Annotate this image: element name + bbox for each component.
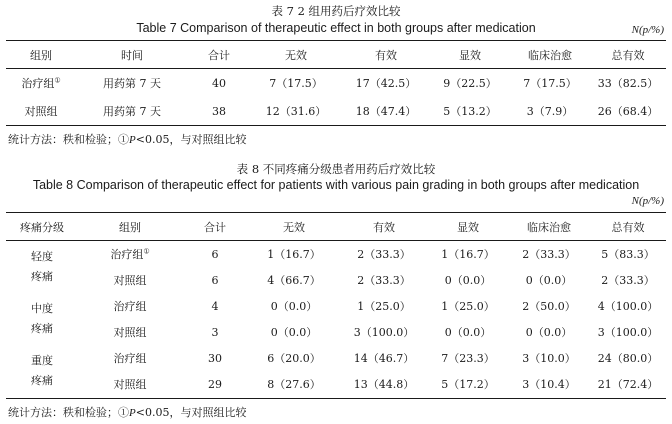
table7-header-cell: 组别 [30,48,52,62]
table8-caption-cn: 表 8 不同疼痛分级患者用药后疗效比较 [236,162,436,176]
pain-grade-cell: 轻度 疼痛 [31,250,53,283]
group-cell: 治疗组① [110,247,150,261]
effective-cell: 1（25.0） [357,300,411,313]
pain-grade-cell: 重度 疼痛 [31,354,53,387]
table7-header-cell: 临床治愈 [528,48,572,62]
table8-body [6,241,666,397]
time-cell: 用药第 7 天 [103,77,161,90]
table7-header-cell: 无效 [285,48,307,62]
total-cell: 6 [211,247,219,261]
cured-cell: 3（7.9） [526,105,574,118]
significance-mark: ① [54,76,61,85]
ineffective-cell: 7（17.5） [269,77,323,90]
table8-footnote: 统计方法：秩和检验；①P<0.05，与对照组比较 [8,406,247,419]
marked-cell: 7（23.3） [441,352,495,365]
marked-cell: 5（13.2） [443,105,497,118]
cured-cell: 3（10.4） [522,378,576,391]
marked-cell: 5（17.2） [441,378,495,391]
overall-cell: 33（82.5） [597,77,659,90]
group-cell: 对照组 [113,378,147,391]
ineffective-cell: 0（0.0） [270,300,318,313]
table-row [6,371,666,397]
table7-header-row [6,41,666,68]
table-row [6,97,666,125]
table8-header-cell: 显效 [457,220,479,234]
table8-unit: N(p/%) [631,195,664,207]
total-cell: 3 [211,325,219,339]
overall-cell: 3（100.0） [597,326,659,339]
table7-header-cell: 时间 [121,48,143,62]
table-row [6,345,666,371]
total-cell: 38 [212,104,226,118]
group-cell: 治疗组 [113,300,147,313]
group-cell: 治疗组 [113,352,147,365]
cured-cell: 2（33.3） [522,248,576,261]
time-cell: 用药第 7 天 [103,105,161,118]
table7-header-cell: 合计 [208,48,230,62]
group-cell: 对照组 [113,326,147,339]
cured-cell: 2（50.0） [522,300,576,313]
effective-cell: 17（42.5） [355,77,417,90]
table8-bottom-rule [6,398,666,399]
table8-header-cell: 有效 [373,220,395,234]
group-cell: 对照组 [113,274,147,287]
overall-cell: 5（83.3） [601,248,655,261]
group-cell: 对照组 [24,105,58,118]
effective-cell: 13（44.8） [353,378,415,391]
table8-header-row [6,213,666,240]
total-cell: 29 [208,377,222,391]
table7-body [6,69,666,125]
table7-unit: N(p/%) [631,24,664,36]
table8-header-cell: 无效 [283,220,305,234]
ineffective-cell: 0（0.0） [270,326,318,339]
group-cell: 治疗组① [21,76,61,90]
table7-header-cell: 总有效 [611,48,645,62]
table8-header-cell: 合计 [204,220,226,234]
cured-cell: 3（10.0） [522,352,576,365]
overall-cell: 24（80.0） [597,352,659,365]
table7-bottom-rule [6,125,666,126]
table-row [6,241,666,267]
total-cell: 30 [208,351,222,365]
total-cell: 40 [212,76,226,90]
overall-cell: 21（72.4） [597,378,659,391]
table7-footnote: 统计方法：秩和检验；①P<0.05，与对照组比较 [8,133,247,146]
table8-header-cell: 总有效 [611,220,645,234]
table-row [6,293,666,319]
total-cell: 4 [211,299,219,313]
table8-header-cell: 临床治愈 [527,220,571,234]
effective-cell: 2（33.3） [357,274,411,287]
table7 [6,41,666,68]
marked-cell: 1（25.0） [441,300,495,313]
cured-cell: 7（17.5） [523,77,577,90]
effective-cell: 14（46.7） [353,352,415,365]
marked-cell: 0（0.0） [444,274,492,287]
table7-header-cell: 显效 [459,48,481,62]
marked-cell: 1（16.7） [441,248,495,261]
ineffective-cell: 12（31.6） [265,105,327,118]
table8-header-cell: 疼痛分级 [20,220,64,234]
marked-cell: 9（22.5） [443,77,497,90]
overall-cell: 26（68.4） [597,105,659,118]
ineffective-cell: 1（16.7） [267,248,321,261]
cured-cell: 0（0.0） [525,326,573,339]
table7-caption-en: Table 7 Comparison of therapeutic effect in both groups after medication [136,21,536,35]
table7-header-cell: 有效 [375,48,397,62]
table8-caption-en: Table 8 Comparison of therapeutic effect for patients with various pain grading in both groups after medication [32,178,640,192]
effective-cell: 3（100.0） [353,326,415,339]
table7-caption-cn: 表 7 2 组用药后疗效比较 [271,4,401,18]
table-row [6,319,666,345]
effective-cell: 2（33.3） [357,248,411,261]
total-cell: 6 [211,273,219,287]
marked-cell: 0（0.0） [444,326,492,339]
table-row [6,69,666,97]
table8-header-cell: 组别 [119,220,141,234]
cured-cell: 0（0.0） [525,274,573,287]
ineffective-cell: 4（66.7） [267,274,321,287]
ineffective-cell: 6（20.0） [267,352,321,365]
table-row [6,267,666,293]
pain-grade-cell: 中度 疼痛 [31,302,53,335]
effective-cell: 18（47.4） [355,105,417,118]
table8 [6,213,666,240]
ineffective-cell: 8（27.6） [267,378,321,391]
significance-mark: ① [143,247,150,256]
overall-cell: 4（100.0） [597,300,659,313]
overall-cell: 2（33.3） [601,274,655,287]
